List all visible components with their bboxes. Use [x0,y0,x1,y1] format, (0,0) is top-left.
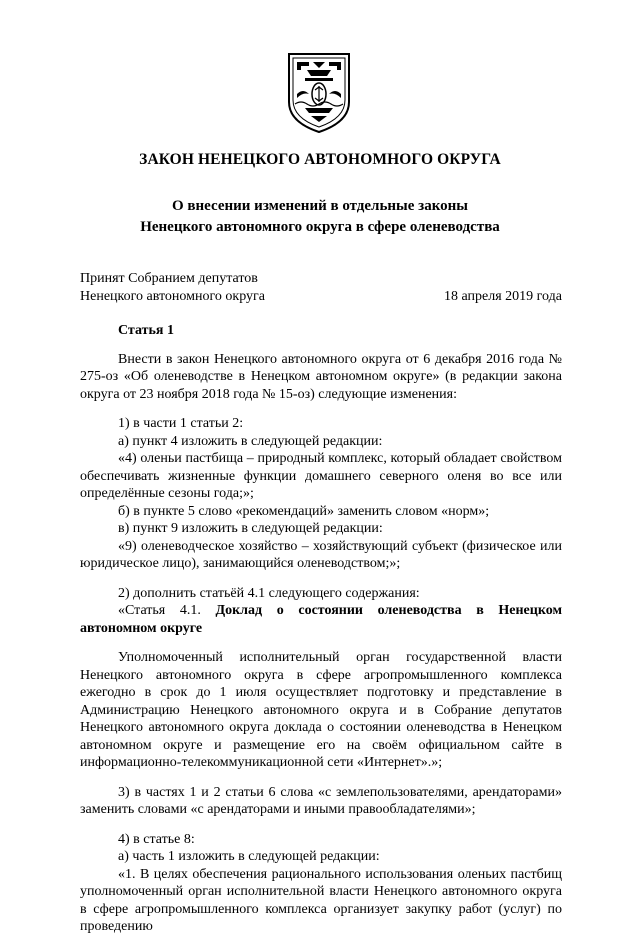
adoption-line: Принят Собранием депутатов [80,271,258,286]
paragraph: б) в пункте 5 слово «рекомендаций» заменить словом «норм»; [118,503,490,519]
law-title: ЗАКОН НЕНЕЦКОГО АВТОНОМНОГО ОКРУГА [139,151,501,168]
paragraph: 3) в частях 1 и 2 статьи 6 слова «с землепользователями, арендаторами» заменить словами «с арендаторами и иными правообладателями»; [80,784,562,817]
subtitle-line: Ненецкого автономного округа в сфере оленеводства [140,219,500,235]
coat-of-arms-emblem [283,50,355,134]
adoption-date: 18 апреля 2019 года [444,289,562,304]
paragraph: а) часть 1 изложить в следующей редакции: [118,849,380,864]
paragraph: 4) в статье 8: [118,831,195,847]
paragraph: Внести в закон Ненецкого автономного округа от 6 декабря 2016 года № 275-оз «Об оленеводстве в Ненецком автономном округе» (в редакции закона округа от 23 ноября 2018 года № 15-оз) следующие изменения: [80,351,562,402]
paragraph: 2) дополнить статьёй 4.1 следующего содержания: [118,585,420,601]
document-body [80,322,562,936]
adoption-info [80,270,265,306]
paragraph: Уполномоченный исполнительный орган государственной власти Ненецкого автономного округа в сфере агропромышленного комплекса ежегодно в срок до 1 июля осуществляет подготовку и представление в Администрацию Ненецкого автономного округа и в Собрание депутатов Ненецкого автономного округа доклада о состоянии оленеводства в Ненецком автономном округе и размещение его на своём официальном сайте в информационно-телекоммуникационной сети «Интернет».»; [80,650,562,770]
new-article-title: Доклад о состоянии оленеводства в Ненецком автономном округе [80,603,562,636]
paragraph: «1. В целях обеспечения рационального использования оленьих пастбищ уполномоченный орган исполнительной власти Ненецкого автономного округа в сфере агропромышленного комплекса организует закупку работ (услуг) по проведению [80,866,562,934]
article-heading: Статья 1 [118,323,174,338]
new-article-heading [80,602,562,637]
new-article-number: «Статья 4.1. [118,603,216,618]
adoption-line: Ненецкого автономного округа [80,289,265,304]
paragraph: 1) в части 1 статьи 2: [118,416,244,431]
paragraph: в) пункт 9 изложить в следующей редакции: [118,521,383,536]
subtitle-line: О внесении изменений в отдельные законы [172,198,468,214]
paragraph: а) пункт 4 изложить в следующей редакции: [118,433,383,449]
law-subtitle [0,196,640,238]
paragraph: «4) оленьи пастбища – природный комплекс, который обладает свойством обеспечивать жизненные функции домашнего северного оленя во все или определённые сезоны года;»; [80,451,562,501]
paragraph: «9) оленеводческое хозяйство – хозяйствующий субъект (физическое или юридическое лицо), занимающийся оленеводством;»; [80,538,562,571]
